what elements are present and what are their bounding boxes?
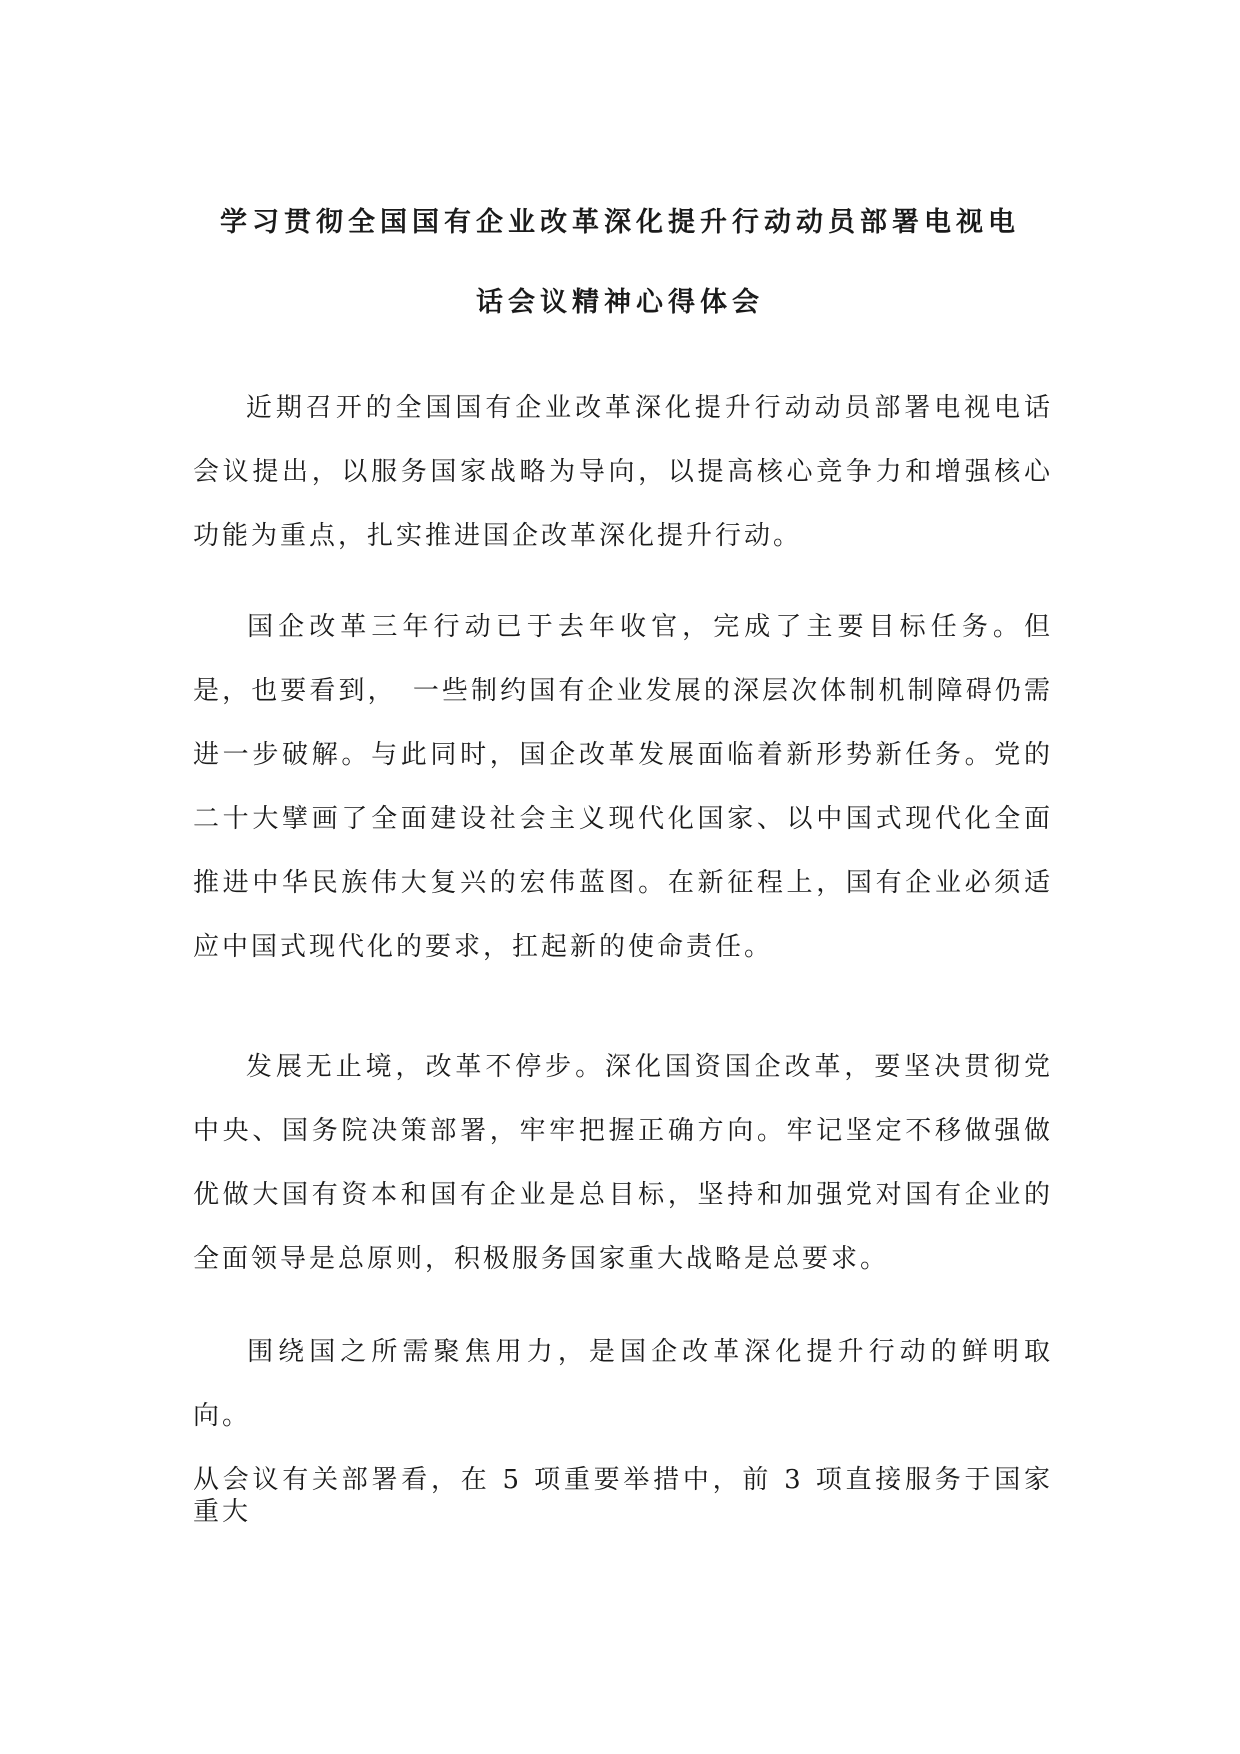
paragraph-4 — [193, 1320, 1053, 1528]
paragraph-2-text: 国企改革三年行动已于去年收官，完成了主要目标任务。但是，也要看到， 一些制约国有企业发展的深层次体制机制障碍仍需进一步破解。与此同时，国企改革发展面临着新形势新任务。党的二十大擘画了全面建设社会主义现代化国家、以中国式现代化全面推进中华民族伟大复兴的宏伟蓝图。在新征程上，国有企业必须适应中国式现代化的要求，扛起新的使命责任。 — [193, 612, 1053, 962]
paragraph-2 — [193, 595, 1053, 979]
document-title-line-1: 学习贯彻全国国有企业改革深化提升行动动员部署电视电 — [220, 207, 1020, 238]
document-title-line-2: 话会议精神心得体会 — [476, 287, 764, 318]
paragraph-4-tail: 从会议有关部署看，在 5 项重要举措中，前 3 项直接服务于国家重大 — [193, 1465, 1053, 1527]
paragraph-1 — [193, 376, 1053, 568]
paragraph-1-text: 近期召开的全国国有企业改革深化提升行动动员部署电视电话会议提出，以服务国家战略为导向，以提高核心竞争力和增强核心功能为重点，扎实推进国企改革深化提升行动。 — [193, 393, 1053, 551]
paragraph-3-text: 发展无止境，改革不停步。深化国资国企改革，要坚决贯彻党中央、国务院决策部署，牢牢把握正确方向。牢记坚定不移做强做优做大国有资本和国有企业是总目标，坚持和加强党对国有企业的全面领导是总原则，积极服务国家重大战略是总要求。 — [193, 1052, 1053, 1274]
paragraph-4-text: 围绕国之所需聚焦用力，是国企改革深化提升行动的鲜明取向。 — [193, 1337, 1053, 1431]
paragraph-3 — [193, 1035, 1053, 1291]
